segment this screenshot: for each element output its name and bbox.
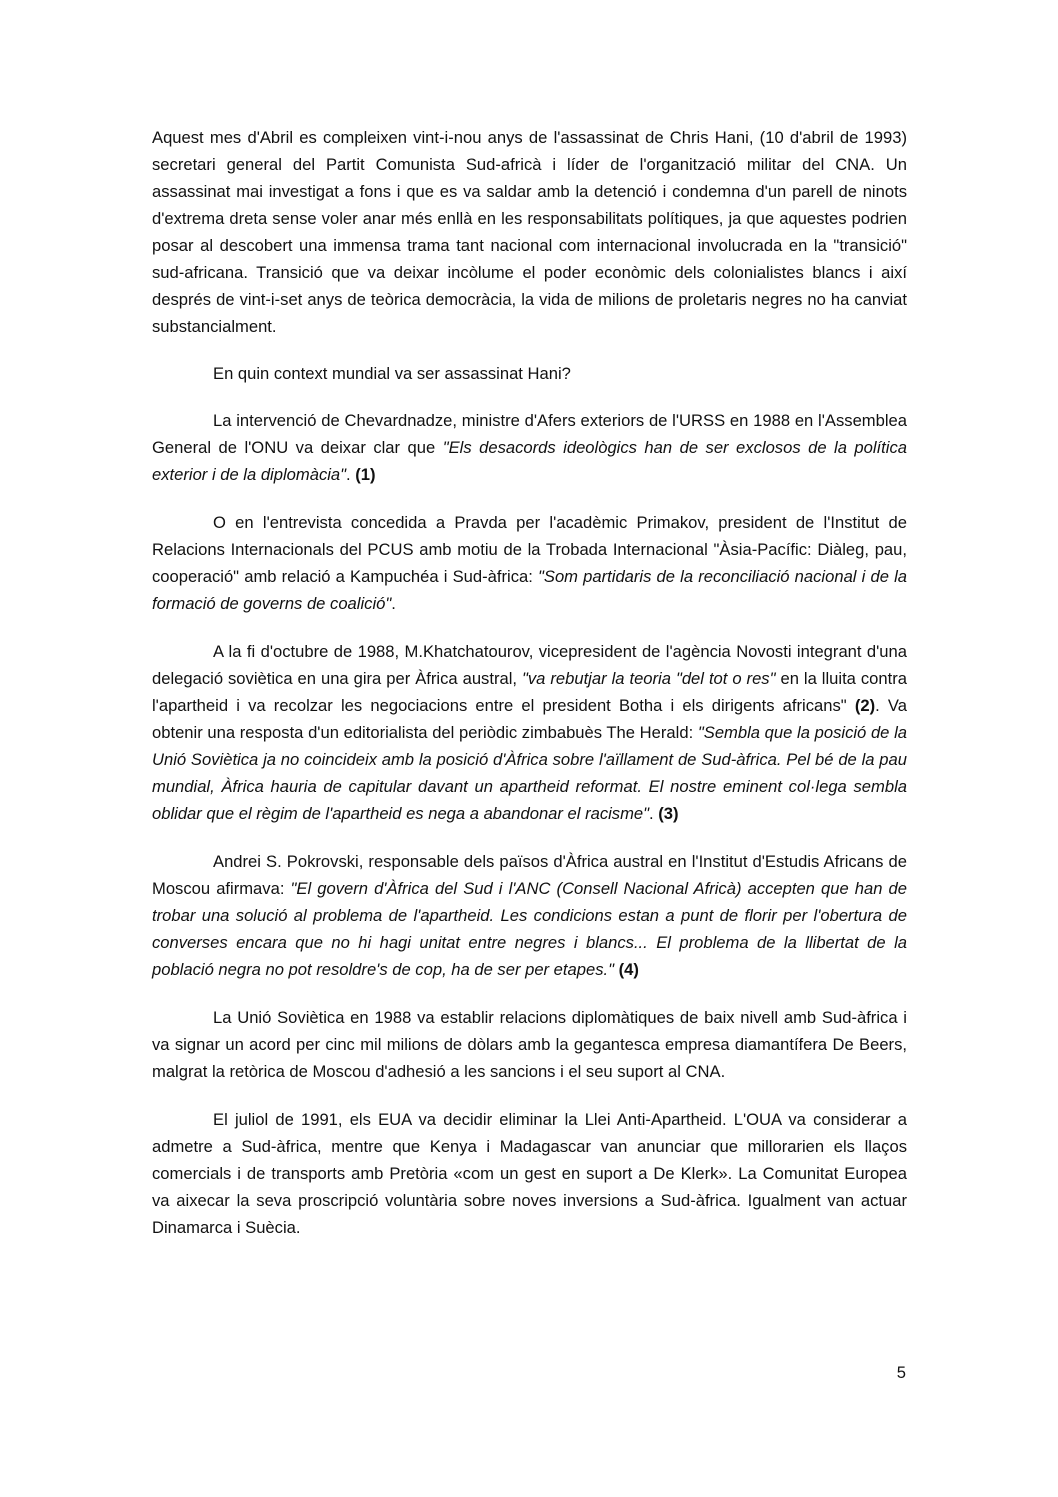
quote: "Som partidaris de la reconciliació nacional i de la formació de governs de coalició" [152,567,907,613]
reference-marker: (2) [854,696,876,715]
text-run: Aquest mes d'Abril es compleixen vint-i-nou anys de l'assassinat de Chris Hani, (10 d'abril de 1993) secretari general del Partit Comunista Sud-africà i líder de l'organització militar del CNA. Un assassinat mai investigat a fons i que es va saldar amb la detenció i condemna d'un parell de ninots d'extrema dreta sense voler anar més enllà en les responsabilitats polítiques, ja que aquestes podrien posar al descobert una immensa trama tant nacional com internacional involucrada en la "transició" sud-africana. Transició que va deixar incòlume el poder econòmic dels colonialistes blancs i així després de vint-i-set anys de teòrica democràcia, la vida de milions de proletaris negres no ha canviat substancialment. [152,128,907,336]
text-run: . [346,465,356,484]
paragraph [152,638,907,827]
text-run: La Unió Soviètica en 1988 va establir relacions diplomàtiques de baix nivell amb Sud-àfrica i va signar un acord per cinc mil milions de dòlars amb la gegantesca empresa diamantífera De Beers, malgrat la retòrica de Moscou d'adhesió a les sancions i el seu suport al CNA. [152,1008,907,1081]
quote: "va rebutjar la teoria "del tot o res" [521,669,776,688]
paragraph [152,848,907,983]
quote: "Els desacords ideològics han de ser exclosos de la política exterior i de la diplomàcia" [152,438,907,484]
text-run: En quin context mundial va ser assassinat Hani? [213,364,571,383]
text-run: El juliol de 1991, els EUA va decidir eliminar la Llei Anti-Apartheid. L'OUA va considerar a admetre a Sud-àfrica, mentre que Kenya i Madagascar van anunciar que millorarien els llaços comercials i de transports amb Pretòria «com un gest en suport a De Klerk». La Comunitat Europea va aixecar la seva proscripció voluntària sobre noves inversions a Sud-àfrica. Igualment van actuar Dinamarca i Suècia. [152,1110,907,1237]
paragraph [152,1106,907,1241]
reference-marker: (4) [618,960,639,979]
text-run: La intervenció de Chevardnadze, ministre d'Afers exteriors de l'URSS en 1988 en l'Assemblea General de l'ONU va deixar clar que [152,411,907,457]
reference-marker: (1) [355,465,376,484]
text-run: . [391,594,396,613]
body-text [152,124,907,1262]
text-run: Andrei S. Pokrovski, responsable dels països d'Àfrica austral en l'Institut d'Estudis Africans de Moscou afirmava: [152,852,907,898]
reference-marker: (3) [658,804,679,823]
text-run: . Va obtenir una resposta d'un editorialista del periòdic zimbabuès The Herald: [152,696,907,742]
paragraph [152,509,907,617]
text-run: . [649,804,659,823]
text-run: A la fi d'octubre de 1988, M.Khatchatourov, vicepresident de l'agència Novosti integrant d'una delegació soviètica en una gira per Àfrica austral, [152,642,907,688]
paragraph [152,360,907,387]
paragraph [152,124,907,340]
quote: "Sembla que la posició de la Unió Soviètica ja no coincideix amb la posició d'Àfrica sobre l'aïllament de Sud-àfrica. Pel bé de la pau mundial, Àfrica hauria de capitular davant un apartheid reformat. El nostre eminent col·lega sembla oblidar que el règim de l'apartheid es nega a abandonar el racisme" [152,723,907,823]
paragraph [152,407,907,488]
page-number: 5 [896,1363,906,1382]
paragraph [152,1004,907,1085]
text-run: O en l'entrevista concedida a Pravda per l'acadèmic Primakov, president de l'Institut de Relacions Internacionals del PCUS amb motiu de la Trobada Internacional "Àsia-Pacífic: Diàleg, pau, cooperació" amb relació a Kampuchéa i Sud-àfrica: [152,513,907,586]
text-run: en la lluita contra l'apartheid i va recolzar les negociacions entre el president Botha i els dirigents africans" [152,669,907,715]
quote: "El govern d'Àfrica del Sud i l'ANC (Consell Nacional Africà) accepten que han de trobar una solució al problema de l'apartheid. Les condicions estan a punt de florir per l'obertura de converses encara que no hi hagi unitat entre negres i blancs... El problema de la llibertat de la població negra no pot resoldre's de cop, ha de ser per etapes." [152,879,908,979]
